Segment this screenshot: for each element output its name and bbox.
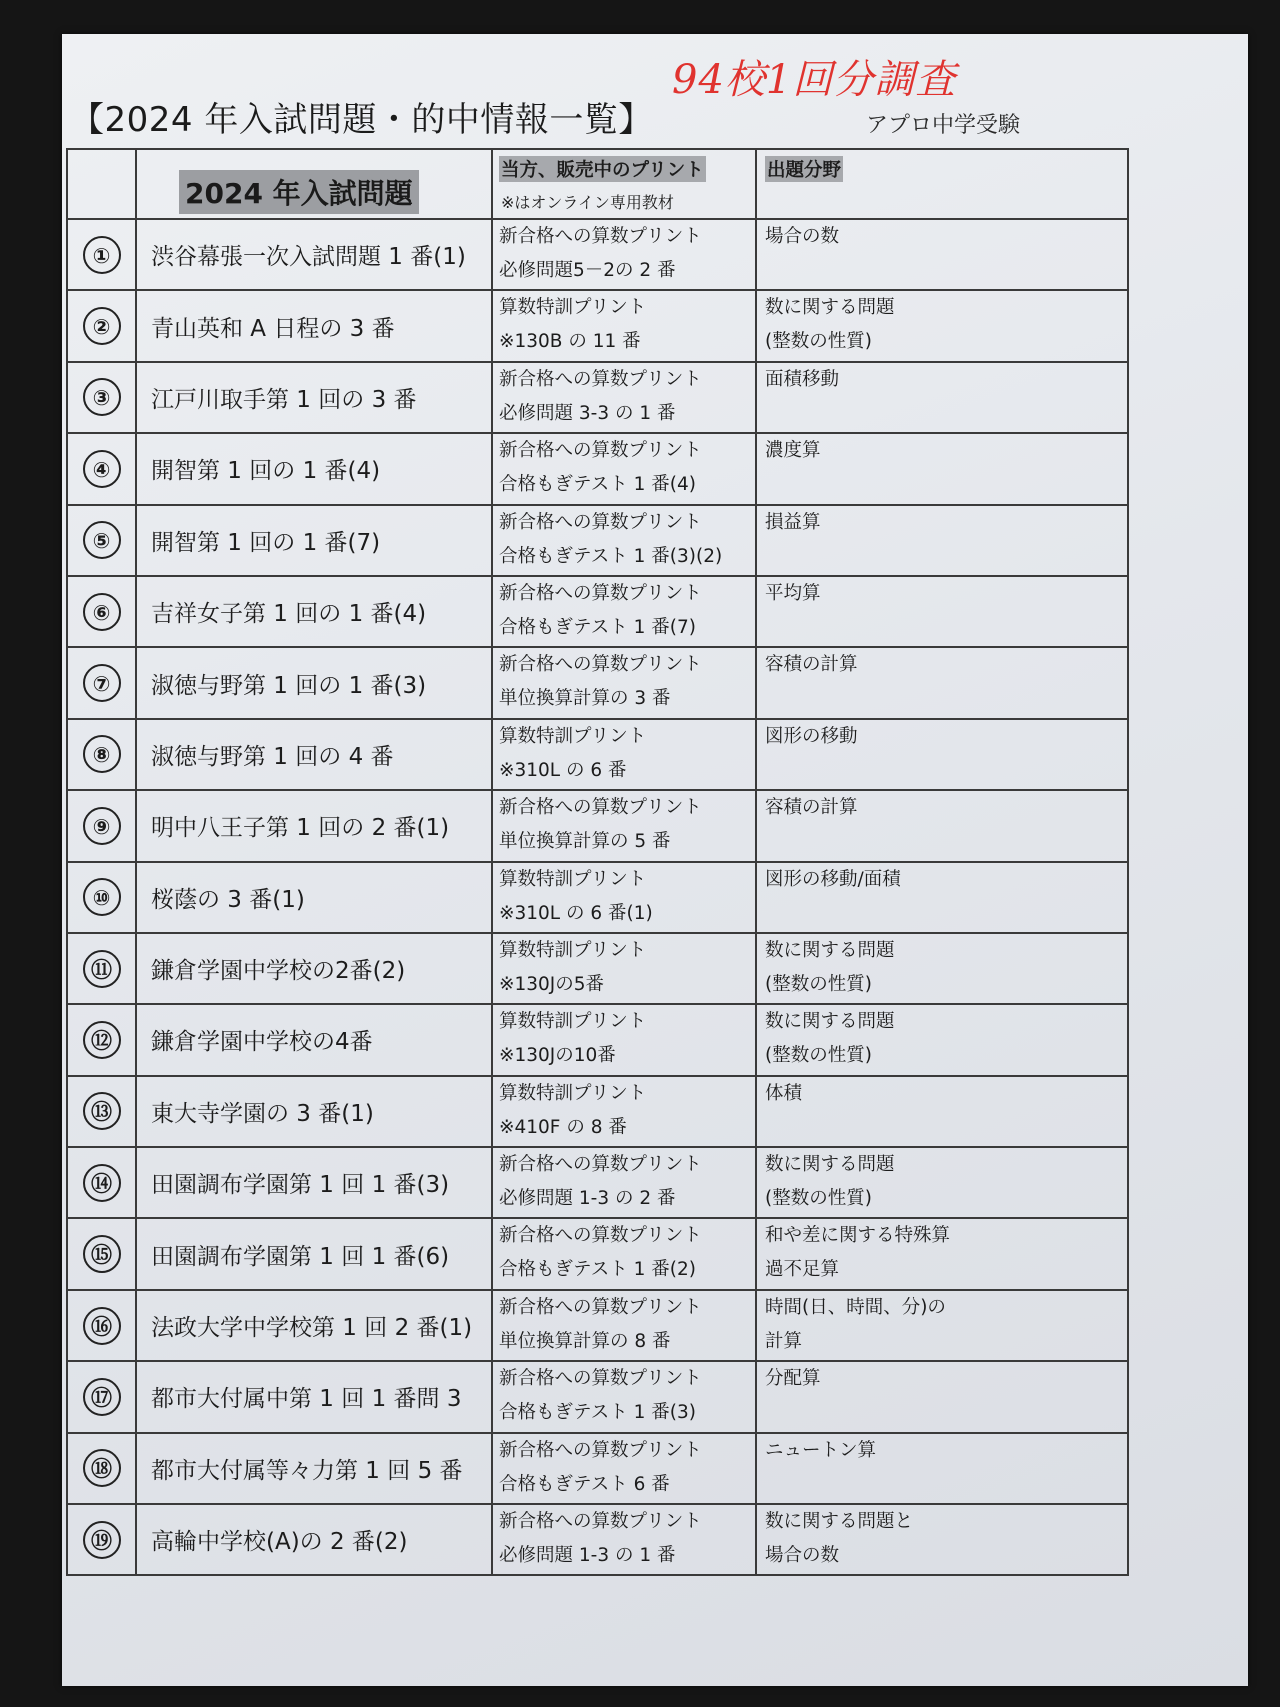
row-number: ⑱ xyxy=(83,1449,121,1487)
table-row xyxy=(67,1004,1128,1075)
row-number-cell xyxy=(67,290,136,361)
print-title: 新合格への算数プリント xyxy=(499,1225,702,1247)
question-text: 高輪中学校(A)の 2 番(2) xyxy=(151,1529,408,1556)
field-line-2: (整数の性質) xyxy=(765,973,872,995)
print-detail: 合格もぎテスト 1 番(7) xyxy=(499,616,696,638)
row-number: ⑮ xyxy=(83,1235,121,1273)
question-cell xyxy=(136,505,492,576)
print-cell xyxy=(492,790,756,861)
print-detail: 必修問題5－2の 2 番 xyxy=(499,260,676,281)
field-cell xyxy=(756,790,1128,861)
field-line-1: 場合の数 xyxy=(765,226,840,247)
row-number-cell xyxy=(67,362,136,433)
question-text: 江戸川取手第 1 回の 3 番 xyxy=(151,386,417,413)
print-title: 新合格への算数プリント xyxy=(499,511,702,533)
field-cell xyxy=(756,1004,1128,1075)
table-row xyxy=(67,576,1128,647)
field-cell xyxy=(756,433,1128,504)
print-detail: 合格もぎテスト 1 番(3)(2) xyxy=(499,545,723,567)
table-row xyxy=(67,1076,1128,1147)
field-line-1: 数に関する問題 xyxy=(765,939,895,961)
print-detail: 単位換算計算の 8 番 xyxy=(499,1330,671,1352)
field-cell xyxy=(756,933,1128,1004)
print-cell xyxy=(492,219,756,290)
question-cell xyxy=(136,1361,492,1432)
table-row xyxy=(67,1433,1128,1504)
field-line-1: ニュートン算 xyxy=(765,1439,877,1461)
field-line-1: 数に関する問題 xyxy=(765,1011,895,1033)
table-row xyxy=(67,862,1128,933)
row-number-cell xyxy=(67,1361,136,1432)
row-number-cell xyxy=(67,1004,136,1075)
table-row xyxy=(67,362,1128,433)
print-detail: 必修問題 1-3 の 2 番 xyxy=(499,1188,676,1210)
print-title: 新合格への算数プリント xyxy=(499,582,702,604)
question-cell xyxy=(136,290,492,361)
field-cell xyxy=(756,576,1128,647)
print-detail: 単位換算計算の 3 番 xyxy=(499,688,671,710)
row-number-cell xyxy=(67,1218,136,1289)
print-cell xyxy=(492,1433,756,1504)
question-cell xyxy=(136,647,492,718)
row-number: ⑦ xyxy=(83,664,121,702)
field-line-1: 時間(日、時間、分)の xyxy=(765,1296,946,1318)
field-line-2: (整数の性質) xyxy=(765,1045,872,1067)
row-number: ⑰ xyxy=(83,1378,121,1416)
print-detail: 合格もぎテスト 1 番(3) xyxy=(499,1402,696,1424)
print-cell xyxy=(492,1504,756,1575)
question-cell xyxy=(136,1076,492,1147)
field-cell xyxy=(756,290,1128,361)
field-cell xyxy=(756,647,1128,718)
print-detail: 必修問題 3-3 の 1 番 xyxy=(499,402,676,424)
field-cell xyxy=(756,362,1128,433)
question-text: 東大寺学園の 3 番(1) xyxy=(151,1100,374,1127)
question-cell xyxy=(136,719,492,790)
field-cell xyxy=(756,1076,1128,1147)
print-title: 新合格への算数プリント xyxy=(499,440,702,462)
header-field-cell xyxy=(756,149,1128,219)
header-print-cell xyxy=(492,149,756,219)
field-line-2: 過不足算 xyxy=(765,1259,840,1281)
question-text: 法政大学中学校第 1 回 2 番(1) xyxy=(151,1315,473,1342)
field-line-1: 数に関する問題 xyxy=(765,297,895,319)
header-question-cell xyxy=(136,149,492,219)
field-line-1: 体積 xyxy=(765,1082,803,1104)
table-row xyxy=(67,1290,1128,1361)
row-number-cell xyxy=(67,576,136,647)
row-number: ④ xyxy=(83,450,121,488)
field-line-1: 面積移動 xyxy=(765,368,840,390)
print-title: 算数特訓プリント xyxy=(499,868,647,890)
print-title: 新合格への算数プリント xyxy=(499,1296,702,1318)
row-number: ⑧ xyxy=(83,735,121,773)
question-cell xyxy=(136,1504,492,1575)
question-text: 明中八王子第 1 回の 2 番(1) xyxy=(151,815,450,842)
print-title: 算数特訓プリント xyxy=(499,297,647,319)
question-text: 渋谷幕張一次入試問題 1 番(1) xyxy=(151,244,466,271)
row-number-cell xyxy=(67,647,136,718)
question-text: 淑徳与野第 1 回の 1 番(3) xyxy=(151,672,427,699)
table-row xyxy=(67,1147,1128,1218)
field-line-1: 図形の移動/面積 xyxy=(765,868,901,890)
print-title: 新合格への算数プリント xyxy=(499,1439,702,1461)
row-number-cell xyxy=(67,433,136,504)
print-detail: 必修問題 1-3 の 1 番 xyxy=(499,1545,676,1567)
print-detail: ※130Jの5番 xyxy=(499,973,605,995)
question-cell xyxy=(136,1004,492,1075)
print-cell xyxy=(492,719,756,790)
table-header-row xyxy=(67,149,1128,219)
header-print-label: 当方、販売中のプリント xyxy=(499,156,706,182)
question-text: 鎌倉学園中学校の2番(2) xyxy=(151,958,406,985)
row-number: ⑯ xyxy=(83,1307,121,1345)
print-title: 新合格への算数プリント xyxy=(499,1154,702,1176)
table-row xyxy=(67,505,1128,576)
field-line-2: (整数の性質) xyxy=(765,1188,872,1210)
question-text: 都市大付属等々力第 1 回 5 番 xyxy=(151,1457,463,1484)
question-cell xyxy=(136,1433,492,1504)
print-title: 新合格への算数プリント xyxy=(499,368,702,390)
row-number-cell xyxy=(67,933,136,1004)
question-cell xyxy=(136,1147,492,1218)
field-line-1: 平均算 xyxy=(765,582,821,604)
print-detail: 合格もぎテスト 1 番(2) xyxy=(499,1259,696,1281)
question-text: 開智第 1 回の 1 番(4) xyxy=(151,458,381,485)
field-line-1: 和や差に関する特殊算 xyxy=(765,1225,951,1247)
field-line-1: 容積の計算 xyxy=(765,654,858,676)
question-cell xyxy=(136,1290,492,1361)
header-print-note: ※はオンライン専用教材 xyxy=(501,193,674,212)
print-cell xyxy=(492,362,756,433)
row-number: ⑭ xyxy=(83,1164,121,1202)
row-number: ⑩ xyxy=(83,878,121,916)
field-line-1: 損益算 xyxy=(765,511,821,533)
question-text: 田園調布学園第 1 回 1 番(6) xyxy=(151,1243,450,1270)
print-title: 算数特訓プリント xyxy=(499,1011,647,1033)
publisher-name: アプロ中学受験 xyxy=(866,113,1021,138)
question-text: 都市大付属中第 1 回 1 番問 3 xyxy=(151,1386,462,1413)
table-body xyxy=(67,219,1128,1575)
row-number-cell xyxy=(67,1076,136,1147)
row-number-cell xyxy=(67,790,136,861)
question-cell xyxy=(136,576,492,647)
table-row xyxy=(67,219,1128,290)
question-text: 桜蔭の 3 番(1) xyxy=(151,886,305,913)
field-cell xyxy=(756,1504,1128,1575)
field-line-1: 図形の移動 xyxy=(765,725,858,747)
handwritten-note: 94校1回分調査 xyxy=(672,57,957,103)
field-cell xyxy=(756,505,1128,576)
row-number-cell xyxy=(67,1504,136,1575)
field-line-2: (整数の性質) xyxy=(765,331,872,353)
print-detail: ※130Jの10番 xyxy=(499,1045,616,1067)
row-number-cell xyxy=(67,719,136,790)
header-number-cell xyxy=(67,149,136,219)
row-number: ⑲ xyxy=(83,1521,121,1559)
field-line-1: 容積の計算 xyxy=(765,797,858,819)
print-detail: ※310L の 6 番 xyxy=(499,759,627,781)
print-cell xyxy=(492,647,756,718)
row-number: ⑨ xyxy=(83,807,121,845)
row-number: ① xyxy=(83,236,121,274)
question-cell xyxy=(136,362,492,433)
print-title: 新合格への算数プリント xyxy=(499,1511,702,1533)
table-row xyxy=(67,790,1128,861)
field-cell xyxy=(756,219,1128,290)
question-cell xyxy=(136,862,492,933)
print-detail: ※130B の 11 番 xyxy=(499,331,641,353)
print-cell xyxy=(492,505,756,576)
table-row xyxy=(67,290,1128,361)
row-number-cell xyxy=(67,1290,136,1361)
question-text: 吉祥女子第 1 回の 1 番(4) xyxy=(151,601,427,628)
question-cell xyxy=(136,790,492,861)
question-cell xyxy=(136,1218,492,1289)
question-text: 淑徳与野第 1 回の 4 番 xyxy=(151,743,394,770)
results-table xyxy=(66,148,1129,1576)
field-cell xyxy=(756,1433,1128,1504)
row-number: ⑤ xyxy=(83,521,121,559)
field-cell xyxy=(756,1361,1128,1432)
row-number: ⑪ xyxy=(83,950,121,988)
row-number-cell xyxy=(67,1147,136,1218)
row-number: ③ xyxy=(83,378,121,416)
question-text: 鎌倉学園中学校の4番 xyxy=(151,1029,373,1056)
row-number: ⑥ xyxy=(83,593,121,631)
print-title: 算数特訓プリント xyxy=(499,725,647,747)
print-title: 新合格への算数プリント xyxy=(499,226,702,247)
table-row xyxy=(67,1504,1128,1575)
print-cell xyxy=(492,933,756,1004)
print-cell xyxy=(492,1076,756,1147)
print-detail: ※310L の 6 番(1) xyxy=(499,902,653,924)
print-detail: 合格もぎテスト 6 番 xyxy=(499,1473,670,1495)
row-number-cell xyxy=(67,505,136,576)
header-question-label: 2024 年入試問題 xyxy=(179,170,419,214)
table-row xyxy=(67,433,1128,504)
print-cell xyxy=(492,290,756,361)
field-cell xyxy=(756,1147,1128,1218)
field-cell xyxy=(756,862,1128,933)
table-row xyxy=(67,1218,1128,1289)
field-line-1: 濃度算 xyxy=(765,440,821,462)
print-cell xyxy=(492,862,756,933)
print-title: 新合格への算数プリント xyxy=(499,1368,702,1390)
field-line-1: 数に関する問題と xyxy=(765,1511,914,1533)
field-line-1: 数に関する問題 xyxy=(765,1154,895,1176)
print-cell xyxy=(492,576,756,647)
document-title: 【2024 年入試問題・的中情報一覧】 xyxy=(70,100,653,140)
field-cell xyxy=(756,1290,1128,1361)
question-text: 田園調布学園第 1 回 1 番(3) xyxy=(151,1172,450,1199)
field-line-2: 場合の数 xyxy=(765,1545,840,1567)
field-cell xyxy=(756,1218,1128,1289)
print-title: 算数特訓プリント xyxy=(499,939,647,961)
table-row xyxy=(67,719,1128,790)
print-detail: 単位換算計算の 5 番 xyxy=(499,831,671,853)
question-cell xyxy=(136,219,492,290)
question-cell xyxy=(136,433,492,504)
row-number: ② xyxy=(83,307,121,345)
row-number: ⑬ xyxy=(83,1092,121,1130)
table-row xyxy=(67,933,1128,1004)
print-cell xyxy=(492,1361,756,1432)
field-cell xyxy=(756,719,1128,790)
print-title: 新合格への算数プリント xyxy=(499,654,702,676)
table-row xyxy=(67,647,1128,718)
print-cell xyxy=(492,1147,756,1218)
header-field-label: 出題分野 xyxy=(765,156,843,182)
print-cell xyxy=(492,1290,756,1361)
row-number-cell xyxy=(67,1433,136,1504)
field-line-1: 分配算 xyxy=(765,1368,821,1390)
print-detail: 合格もぎテスト 1 番(4) xyxy=(499,474,696,496)
question-cell xyxy=(136,933,492,1004)
question-text: 開智第 1 回の 1 番(7) xyxy=(151,529,381,556)
row-number-cell xyxy=(67,862,136,933)
print-cell xyxy=(492,1218,756,1289)
print-title: 新合格への算数プリント xyxy=(499,797,702,819)
print-cell xyxy=(492,433,756,504)
print-detail: ※410F の 8 番 xyxy=(499,1116,627,1138)
table-row xyxy=(67,1361,1128,1432)
print-cell xyxy=(492,1004,756,1075)
row-number: ⑫ xyxy=(83,1021,121,1059)
row-number-cell xyxy=(67,219,136,290)
question-text: 青山英和 A 日程の 3 番 xyxy=(151,315,395,342)
field-line-2: 計算 xyxy=(765,1330,803,1352)
print-title: 算数特訓プリント xyxy=(499,1082,647,1104)
